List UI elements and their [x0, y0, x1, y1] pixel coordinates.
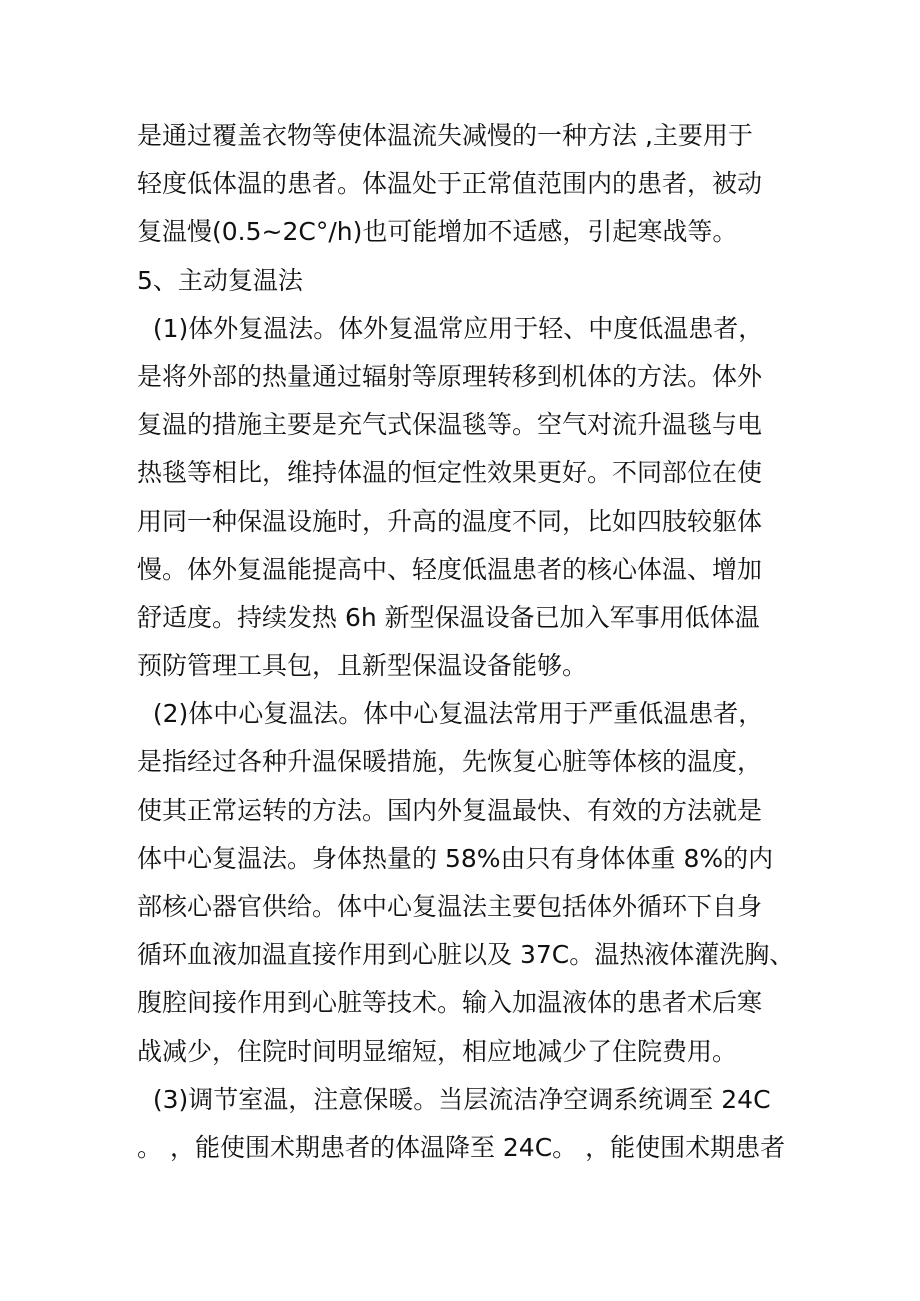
text-line: 复温慢(0.5~2C°/h)也可能增加不适感，引起寒战等。	[137, 217, 738, 247]
text-line: (3)调节室温，注意保暖。当层流洁净空调系统调至 24C	[137, 1084, 771, 1114]
text-line: 是将外部的热量通过辐射等原理转移到机体的方法。体外	[137, 361, 763, 391]
text-line: 舒适度。持续发热 6h 新型保温设备已加入军事用低体温	[137, 602, 760, 632]
text-line: 是指经过各种升温保暖措施，先恢复心脏等体核的温度，	[137, 747, 763, 777]
text-line: 热毯等相比，维持体温的恒定性效果更好。不同部位在使	[137, 458, 763, 488]
text-line: 战减少，住院时间明显缩短，相应地减少了住院费用。	[137, 1036, 738, 1066]
text-line: 轻度低体温的患者。体温处于正常值范围内的患者，被动	[137, 169, 763, 199]
text-line: 用同一种保温设施时，升高的温度不同，比如四肢较躯体	[137, 506, 763, 536]
section-heading: 5、主动复温法	[137, 265, 303, 295]
text-line: 。 ，能使围术期患者的体温降至 24C。 ，能使围术期患者	[137, 1132, 786, 1162]
text-line: 慢。体外复温能提高中、轻度低温患者的核心体温、增加	[137, 554, 763, 584]
text-line: 使其正常运转的方法。国内外复温最快、有效的方法就是	[137, 795, 763, 825]
text-line: 部核心器官供给。体中心复温法主要包括体外循环下自身	[137, 892, 763, 921]
text-line: 是通过覆盖衣物等使体温流失减慢的一种方法 ,主要用于	[137, 121, 753, 150]
text-line: 预防管理工具包，且新型保温设备能够。	[137, 651, 588, 681]
text-line: (1)体外复温法。体外复温常应用于轻、中度低温患者，	[137, 313, 764, 343]
text-line: 体中心复温法。身体热量的 58%由只有身体体重 8%的内	[137, 843, 774, 873]
text-line: 循环血液加温直接作用到心脏以及 37C。温热液体灌洗胸、	[137, 940, 795, 970]
text-line: (2)体中心复温法。体中心复温法常用于严重低温患者，	[137, 699, 764, 729]
body-text	[137, 112, 797, 1172]
text-line: 腹腔间接作用到心脏等技术。输入加温液体的患者术后寒	[137, 988, 763, 1018]
text-line: 复温的措施主要是充气式保温毯等。空气对流升温毯与电	[137, 410, 763, 440]
